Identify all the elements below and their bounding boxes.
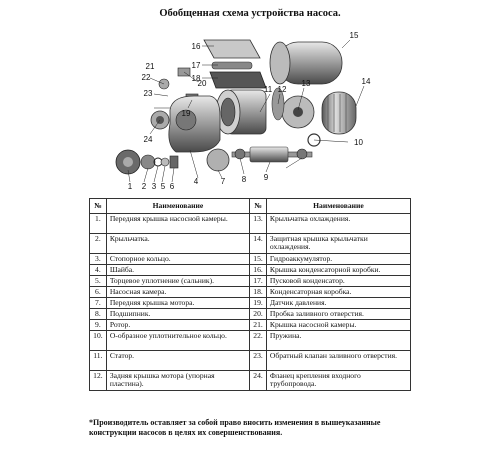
table-row [90, 320, 411, 331]
accumulator-tank-shape [270, 42, 342, 84]
callout-11: 11 [263, 85, 273, 94]
part-name: Крыльчатка. [106, 234, 249, 254]
part-number: 22. [250, 331, 267, 351]
part-name: Обратный клапан заливного отверстия. [266, 351, 410, 371]
part-name: Датчик давления. [266, 298, 410, 309]
part-name: Конденсаторная коробка. [266, 287, 410, 298]
callout-9: 9 [263, 173, 269, 182]
part-number: 23. [250, 351, 267, 371]
part-name: Ротор. [106, 320, 249, 331]
header-number-right: № [250, 199, 267, 214]
mechanical-seal-shape [170, 156, 178, 168]
header-name-right: Наименование [266, 199, 410, 214]
callout-2: 2 [141, 182, 147, 191]
part-number: 8. [90, 309, 107, 320]
motor-front-cover-shape [207, 149, 229, 171]
part-number: 17. [250, 276, 267, 287]
part-name: Пусковой конденсатор. [266, 276, 410, 287]
table-header-row [90, 199, 411, 214]
part-name: Крышка конденсаторной коробки. [266, 265, 410, 276]
callout-12: 12 [277, 85, 287, 94]
part-name: Стопорное кольцо. [106, 254, 249, 265]
callout-4: 4 [193, 177, 199, 186]
part-name: Защитная крышка крыльчатки охлаждения. [266, 234, 410, 254]
part-number: 12. [90, 371, 107, 391]
table-row [90, 234, 411, 254]
table-row [90, 351, 411, 371]
part-number: 16. [250, 265, 267, 276]
pump-chamber-shape [169, 96, 220, 152]
callout-23: 23 [143, 89, 153, 98]
part-number: 4. [90, 265, 107, 276]
callout-5: 5 [160, 182, 166, 191]
capacitor-box-shape [210, 72, 266, 88]
callout-15: 15 [349, 31, 359, 40]
table-row [90, 214, 411, 234]
parts-table-body [90, 214, 411, 391]
callout-22: 22 [141, 73, 151, 82]
header-number-left: № [90, 199, 107, 214]
impeller-shape [141, 155, 155, 169]
callout-21: 21 [145, 62, 155, 71]
part-name: Фланец крепления входного трубопровода. [266, 371, 410, 391]
table-row [90, 331, 411, 351]
capacitor-shape [212, 62, 252, 69]
callout-24: 24 [143, 135, 153, 144]
page-title: Обобщенная схема устройства насоса. [159, 8, 341, 19]
pump-exploded-diagram [110, 24, 390, 196]
part-name: Гидроаккумулятор. [266, 254, 410, 265]
part-number: 1. [90, 214, 107, 234]
callout-10: 10 [354, 138, 363, 147]
callout-17: 17 [191, 61, 201, 70]
part-name: Передняя крышка насосной камеры. [106, 214, 249, 234]
callout-8: 8 [241, 175, 247, 184]
parts-table [89, 198, 411, 391]
part-number: 10. [90, 331, 107, 351]
part-number: 2. [90, 234, 107, 254]
part-number: 19. [250, 298, 267, 309]
part-number: 14. [250, 234, 267, 254]
part-name: Насосная камера. [106, 287, 249, 298]
part-number: 21. [250, 320, 267, 331]
part-number: 6. [90, 287, 107, 298]
callout-18: 18 [191, 74, 201, 83]
part-name: Пружина. [266, 331, 410, 351]
callout-20: 20 [197, 79, 207, 88]
part-number: 18. [250, 287, 267, 298]
part-name: Крышка насосной камеры. [266, 320, 410, 331]
part-number: 7. [90, 298, 107, 309]
callout-14: 14 [361, 77, 371, 86]
callout-19: 19 [181, 109, 191, 118]
table-row [90, 371, 411, 391]
part-name: О-образное уплотнительное кольцо. [106, 331, 249, 351]
fan-cover-shape [322, 92, 356, 134]
part-number: 5. [90, 276, 107, 287]
part-number: 15. [250, 254, 267, 265]
motor-body-shape [216, 90, 266, 134]
callout-6: 6 [169, 182, 175, 191]
part-name: Передняя крышка мотора. [106, 298, 249, 309]
part-number: 9. [90, 320, 107, 331]
callout-3: 3 [151, 182, 157, 191]
table-row [90, 298, 411, 309]
header-name-left: Наименование [106, 199, 249, 214]
table-row [90, 265, 411, 276]
part-name: Крыльчатка охлаждения. [266, 214, 410, 234]
part-name: Задняя крышка мотора (упорная пластина). [106, 371, 249, 391]
part-number: 3. [90, 254, 107, 265]
callout-1: 1 [127, 182, 133, 191]
table-row [90, 309, 411, 320]
part-name: Статор. [106, 351, 249, 371]
part-number: 13. [250, 214, 267, 234]
table-row [90, 254, 411, 265]
part-name: Шайба. [106, 265, 249, 276]
part-name: Подшипник. [106, 309, 249, 320]
footnote: *Производитель оставляет за собой право вносить изменения в вышеуказанные конструкции насосов в целях их совершенствования. [89, 418, 381, 437]
callout-16: 16 [191, 42, 201, 51]
part-number: 24. [250, 371, 267, 391]
part-number: 20. [250, 309, 267, 320]
capacitor-box-lid-shape [204, 40, 260, 58]
cooling-fan-shape [282, 96, 314, 128]
callout-7: 7 [220, 177, 226, 186]
table-row [90, 276, 411, 287]
rotor-shape [232, 147, 312, 162]
callout-13: 13 [301, 79, 311, 88]
part-name: Пробка заливного отверстия. [266, 309, 410, 320]
washer-shape [161, 158, 169, 166]
part-name: Торцевое уплотнение (сальник). [106, 276, 249, 287]
part-number: 11. [90, 351, 107, 371]
table-row [90, 287, 411, 298]
